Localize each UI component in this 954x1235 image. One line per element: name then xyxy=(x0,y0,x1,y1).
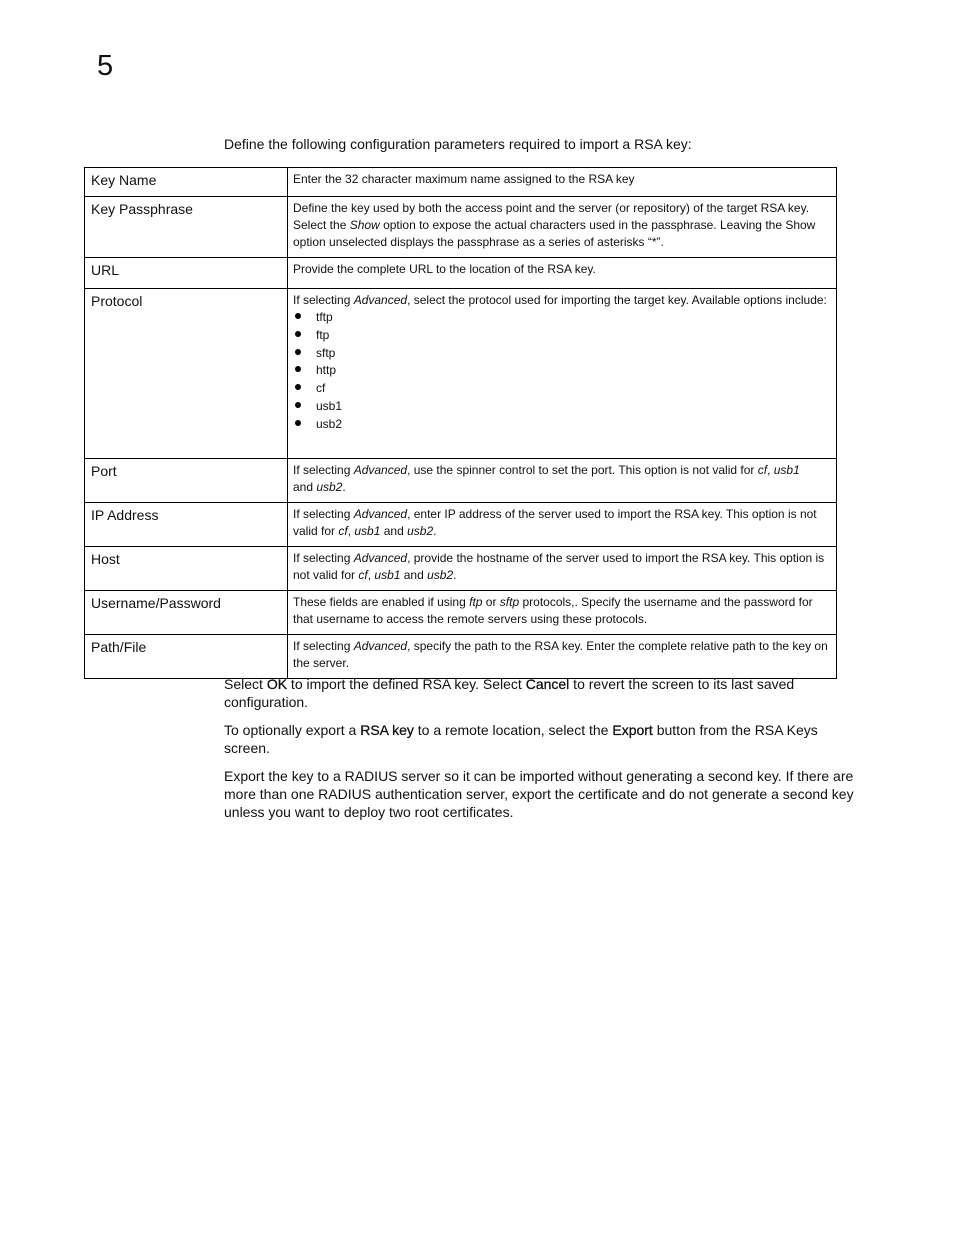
param-description: If selecting Advanced, select the protocol used for importing the target key. Available options include: tftp ftp sftp http cf usb1 usb2 xyxy=(288,289,837,459)
list-item: http xyxy=(293,362,828,380)
param-description: If selecting Advanced, provide the hostname of the server used to import the RSA key. This option is not valid for cf, usb1 and usb2. xyxy=(288,547,837,591)
table-row xyxy=(85,635,837,679)
param-name: URL xyxy=(85,258,288,289)
table-row xyxy=(85,289,837,459)
table-row xyxy=(85,258,837,289)
bullet-icon xyxy=(295,331,301,337)
table-row xyxy=(85,459,837,503)
param-description: Provide the complete URL to the location of the RSA key. xyxy=(288,258,837,289)
bullet-icon xyxy=(295,366,301,372)
param-description: These fields are enabled if using ftp or sftp protocols,. Specify the username and the password for that username to access the remote servers using these protocols. xyxy=(288,591,837,635)
param-description: Enter the 32 character maximum name assigned to the RSA key xyxy=(288,168,837,197)
paragraph: Select OK to import the defined RSA key. Select Cancel to revert the screen to its last saved configuration. xyxy=(224,676,795,710)
param-name: Path/File xyxy=(85,635,288,679)
intro-text: Define the following configuration parameters required to import a RSA key: xyxy=(224,136,692,152)
list-item: tftp xyxy=(293,309,828,327)
param-name: IP Address xyxy=(85,503,288,547)
bullet-icon xyxy=(295,402,301,408)
list-item: cf xyxy=(293,380,828,398)
list-item: usb2 xyxy=(293,416,828,434)
param-name: Host xyxy=(85,547,288,591)
bullet-icon xyxy=(295,384,301,390)
param-description: If selecting Advanced, enter IP address of the server used to import the RSA key. This option is not valid for cf, usb1 and usb2. xyxy=(288,503,837,547)
body-text xyxy=(224,675,864,831)
bullet-icon xyxy=(295,313,301,319)
param-description: If selecting Advanced, specify the path to the RSA key. Enter the complete relative path to the key on the server. xyxy=(288,635,837,679)
param-description: Define the key used by both the access point and the server (or repository) of the target RSA key. Select the Show option to expose the actual characters used in the passphrase. Leaving the Show option unselected displays the passphrase as a series of asterisks “*”. xyxy=(288,197,837,258)
chapter-number: 5 xyxy=(97,50,114,82)
paragraph: To optionally export a RSA key to a remote location, select the Export button from the RSA Keys screen. xyxy=(224,722,818,756)
param-description: If selecting Advanced, use the spinner control to set the port. This option is not valid for cf, usb1 and usb2. xyxy=(288,459,837,503)
paragraph: Export the key to a RADIUS server so it can be imported without generating a second key. If there are more than one RADIUS authentication server, export the certificate and do not generate a second key unless you want to deploy two root certificates. xyxy=(224,768,854,820)
param-name: Username/Password xyxy=(85,591,288,635)
protocol-options-list xyxy=(293,309,828,434)
list-item: usb1 xyxy=(293,398,828,416)
bullet-icon xyxy=(295,349,301,355)
parameters-table xyxy=(84,167,837,679)
table-row xyxy=(85,197,837,258)
table-row xyxy=(85,591,837,635)
param-name: Key Name xyxy=(85,168,288,197)
list-item: ftp xyxy=(293,327,828,345)
table-row xyxy=(85,503,837,547)
param-name: Port xyxy=(85,459,288,503)
bullet-icon xyxy=(295,420,301,426)
list-item: sftp xyxy=(293,345,828,363)
param-name: Key Passphrase xyxy=(85,197,288,258)
param-name: Protocol xyxy=(85,289,288,459)
table-row xyxy=(85,168,837,197)
table-row xyxy=(85,547,837,591)
